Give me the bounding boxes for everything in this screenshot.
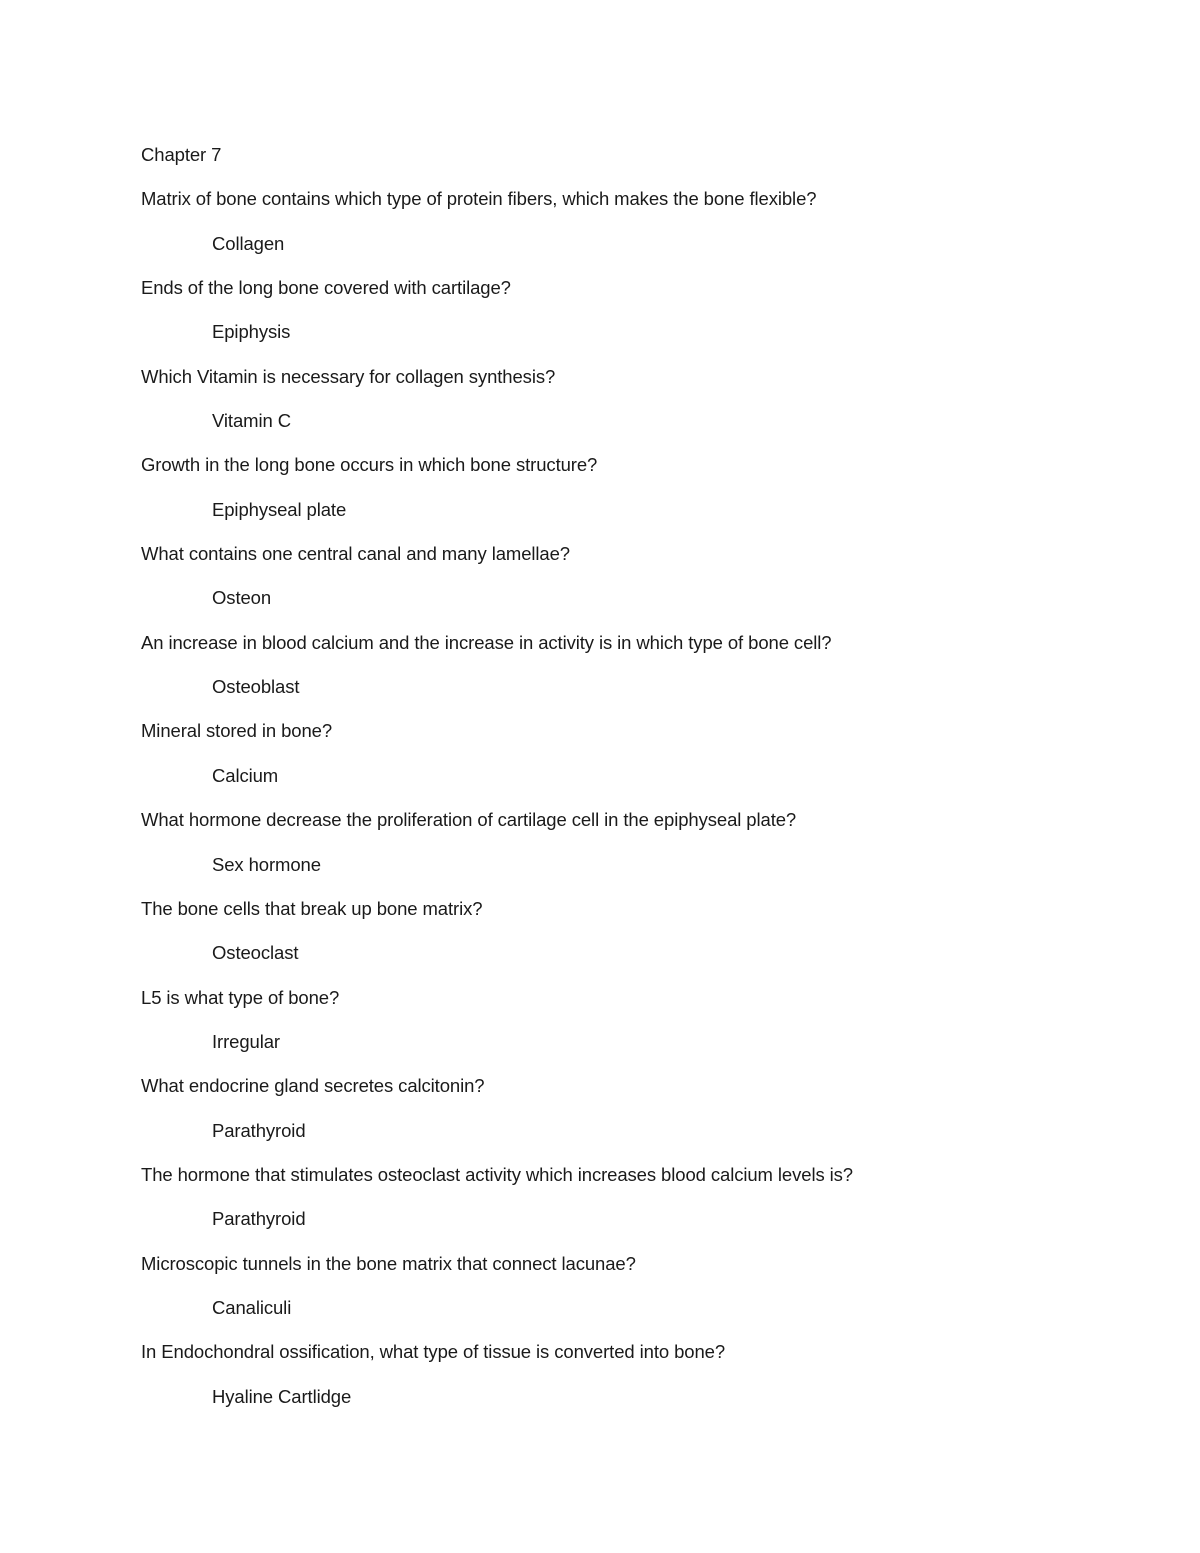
- answer-3: Vitamin C: [212, 410, 291, 432]
- question-5: What contains one central canal and many lamellae?: [141, 543, 570, 565]
- question-8: What hormone decrease the proliferation of cartilage cell in the epiphyseal plate?: [141, 809, 797, 831]
- answer-8: Sex hormone: [212, 853, 321, 875]
- answer-2: Epiphysis: [212, 321, 291, 343]
- question-3: Which Vitamin is necessary for collagen synthesis?: [141, 365, 556, 387]
- answer-5: Osteon: [212, 587, 272, 609]
- question-14: In Endochondral ossification, what type of tissue is converted into bone?: [141, 1341, 726, 1363]
- answer-1: Collagen: [212, 232, 285, 254]
- answer-10: Irregular: [212, 1030, 280, 1052]
- question-9: The bone cells that break up bone matrix?: [141, 897, 483, 919]
- question-13: Microscopic tunnels in the bone matrix that connect lacunae?: [141, 1252, 636, 1274]
- question-11: What endocrine gland secretes calcitonin?: [141, 1075, 485, 1097]
- answer-7: Calcium: [212, 764, 279, 786]
- question-4: Growth in the long bone occurs in which bone structure?: [141, 454, 598, 476]
- answer-4: Epiphyseal plate: [212, 498, 347, 520]
- answer-12: Parathyroid: [212, 1208, 306, 1230]
- question-2: Ends of the long bone covered with cartilage?: [141, 277, 511, 299]
- question-1: Matrix of bone contains which type of protein fibers, which makes the bone flexible?: [141, 188, 817, 210]
- question-10: L5 is what type of bone?: [141, 986, 340, 1008]
- answer-6: Osteoblast: [212, 676, 300, 698]
- chapter-heading: Chapter 7: [141, 144, 222, 165]
- answer-9: Osteoclast: [212, 942, 299, 964]
- question-6: An increase in blood calcium and the increase in activity is in which type of bone cell?: [141, 631, 832, 653]
- answer-14: Hyaline Cartlidge: [212, 1385, 352, 1407]
- document-content: [141, 142, 1041, 1428]
- question-12: The hormone that stimulates osteoclast activity which increases blood calcium levels is?: [141, 1163, 853, 1185]
- answer-13: Canaliculi: [212, 1296, 292, 1318]
- question-7: Mineral stored in bone?: [141, 720, 333, 742]
- answer-11: Parathyroid: [212, 1119, 306, 1141]
